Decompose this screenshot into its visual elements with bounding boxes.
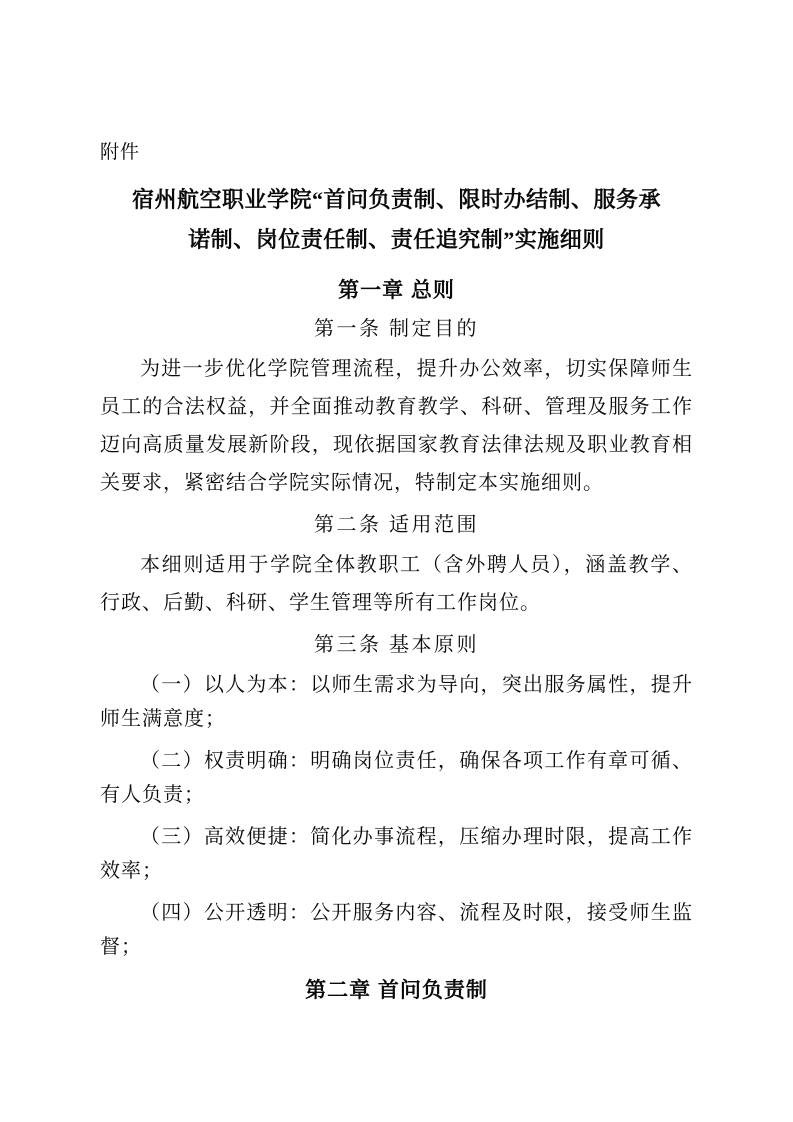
- document-title: [100, 180, 693, 260]
- document-title-line-1: 宿州航空职业学院“首问负责制、限时办结制、服务承: [131, 187, 661, 212]
- article-1-heading: 第一条 制定目的: [314, 318, 479, 340]
- chapter-1-heading: 第一章 总则: [338, 279, 455, 302]
- document-title-line-2: 诺制、岗位责任制、责任追究制”实施细则: [188, 227, 605, 252]
- article-2-heading: 第二条 适用范围: [314, 514, 479, 536]
- article-3-heading: 第三条 基本原则: [314, 634, 479, 656]
- article-1-body: 为进一步优化学院管理流程，提升办公效率，切实保障师生员工的合法权益，并全面推动教育教学、科研、管理及服务工作迈向高质量发展新阶段，现依据国家教育法律法规及职业教育相关要求，紧密结合学院实际情况，特制定本实施细则。: [100, 358, 693, 494]
- article-3-item-4: （四）公开透明：公开服务内容、流程及时限，接受师生监督；: [100, 902, 693, 958]
- article-2-body: 本细则适用于学院全体教职工（含外聘人员），涵盖教学、行政、后勤、科研、学生管理等所有工作岗位。: [100, 554, 693, 614]
- article-3-item-1: （一）以人为本：以师生需求为导向，突出服务属性，提升师生满意度；: [100, 674, 693, 730]
- article-3-item-2: （二）权责明确：明确岗位责任，确保各项工作有章可循、有人负责；: [100, 750, 693, 806]
- attachment-label: 附件: [100, 142, 141, 163]
- article-3-item-3: （三）高效便捷：简化办事流程，压缩办理时限，提高工作效率；: [100, 826, 693, 882]
- chapter-2-heading: 第二章 首问负责制: [305, 979, 488, 1002]
